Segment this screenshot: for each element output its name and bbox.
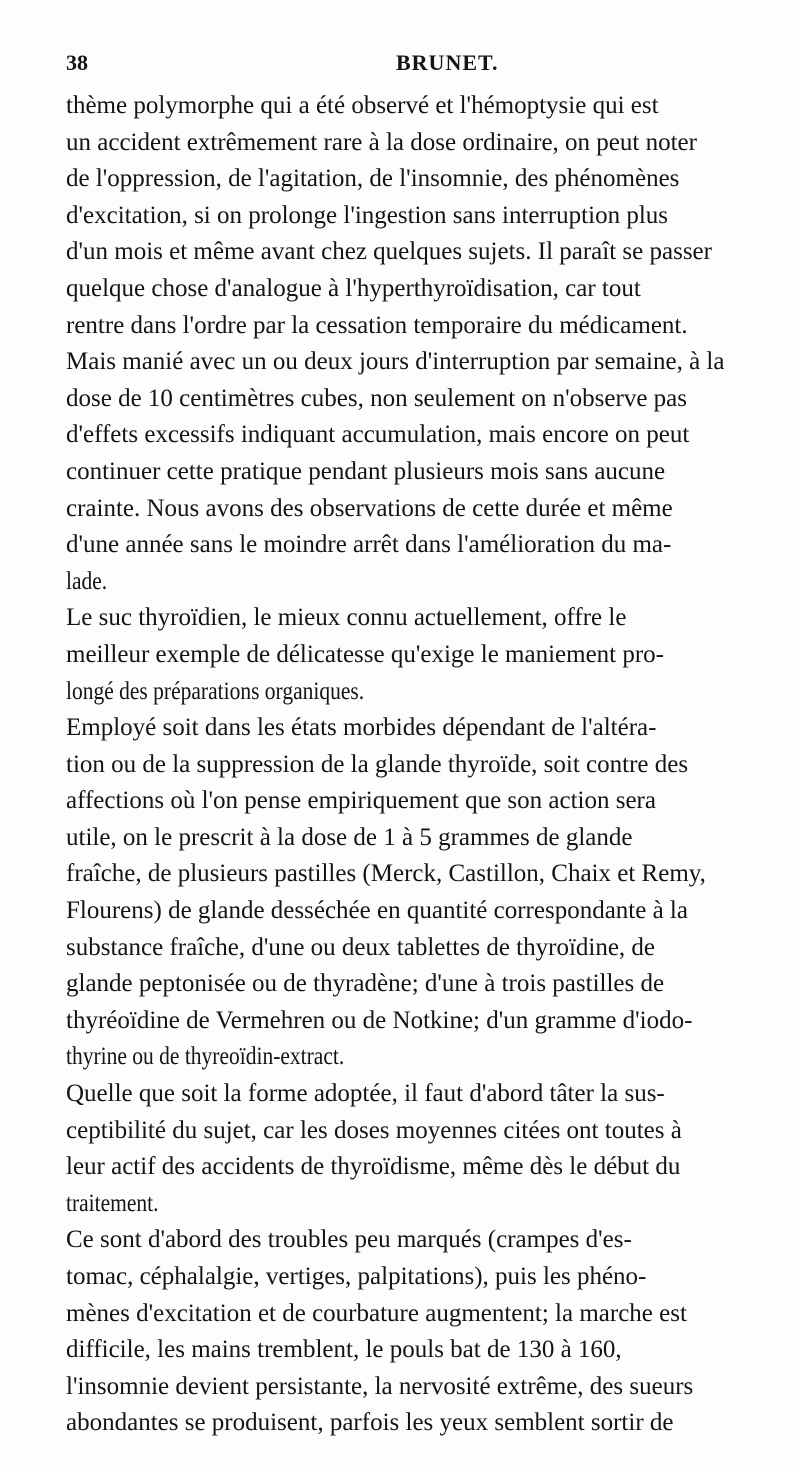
text-line xyxy=(66,1003,772,1040)
text-line-content: substance fraîche, d'une ou deux tablettes de thyroïdine, de xyxy=(66,933,656,961)
text-line-content: d'un mois et même avant chez quelques sujets. Il paraît se passer xyxy=(66,238,712,266)
text-line-content: lade. xyxy=(66,567,108,595)
text-line-content: Mais manié avec un ou deux jours d'interruption par semaine, à la xyxy=(66,348,725,376)
text-line xyxy=(66,1186,772,1223)
text-line xyxy=(66,674,772,711)
text-line xyxy=(66,1076,772,1113)
text-line xyxy=(66,1405,772,1442)
running-title: BRUNET. xyxy=(396,50,499,75)
page-header xyxy=(66,50,766,86)
text-line xyxy=(66,564,772,601)
text-line xyxy=(66,856,772,893)
text-line xyxy=(66,820,772,857)
text-line-content: l'insomnie devient persistante, la nervosité extrême, des sueurs xyxy=(66,1372,694,1400)
text-line xyxy=(66,161,772,198)
text-line xyxy=(66,234,772,271)
text-line xyxy=(66,454,772,491)
text-line xyxy=(66,125,772,162)
text-line-content: Quelle que soit la forme adoptée, il faut d'abord tâter la sus- xyxy=(66,1080,665,1108)
text-line xyxy=(66,527,772,564)
text-line-content: crainte. Nous avons des observations de cette durée et même xyxy=(66,494,673,522)
text-line xyxy=(66,1332,772,1369)
text-line-content: rentre dans l'ordre par la cessation temporaire du médicament. xyxy=(66,311,688,339)
text-line-content: quelque chose d'analogue à l'hyperthyroïdisation, car tout xyxy=(66,274,641,302)
text-line xyxy=(66,1113,772,1150)
text-line xyxy=(66,344,772,381)
text-line-content: continuer cette pratique pendant plusieurs mois sans aucune xyxy=(66,457,666,485)
text-line xyxy=(66,783,772,820)
body-text xyxy=(66,88,772,1442)
page-number: 38 xyxy=(66,50,88,75)
text-line-content: difficile, les mains tremblent, le pouls bat de 130 à 160, xyxy=(66,1336,622,1364)
text-line-content: traitement. xyxy=(66,1189,159,1217)
text-line-content: de l'oppression, de l'agitation, de l'insomnie, des phénomènes xyxy=(66,165,680,193)
text-line-content: dose de 10 centimètres cubes, non seulement on n'observe pas xyxy=(66,384,687,412)
text-line xyxy=(66,893,772,930)
text-line xyxy=(66,1039,772,1076)
text-line xyxy=(66,1259,772,1296)
text-line xyxy=(66,1149,772,1186)
text-line-content: Le suc thyroïdien, le mieux connu actuellement, offre le xyxy=(66,604,627,632)
text-line-content: thyréoïdine de Vermehren ou de Notkine; d'un gramme d'iodo- xyxy=(66,1006,693,1034)
text-line xyxy=(66,966,772,1003)
text-line-content: d'effets excessifs indiquant accumulation, mais encore on peut xyxy=(66,421,690,449)
text-line-content: d'une année sans le moindre arrêt dans l'amélioration du ma- xyxy=(66,531,672,559)
text-line xyxy=(66,930,772,967)
text-line xyxy=(66,600,772,637)
text-line-content: meilleur exemple de délicatesse qu'exige le maniement pro- xyxy=(66,640,665,668)
text-line-content: d'excitation, si on prolonge l'ingestion sans interruption plus xyxy=(66,201,668,229)
text-line-content: longé des préparations organiques. xyxy=(66,677,365,705)
text-line-content: ceptibilité du sujet, car les doses moyennes citées ont toutes à xyxy=(66,1116,682,1144)
text-line xyxy=(66,417,772,454)
text-line xyxy=(66,381,772,418)
text-line-content: Ce sont d'abord des troubles peu marqués (crampes d'es- xyxy=(66,1226,632,1254)
text-line xyxy=(66,491,772,528)
text-line-content: fraîche, de plusieurs pastilles (Merck, Castillon, Chaix et Remy, xyxy=(66,860,706,888)
text-line-content: utile, on le prescrit à la dose de 1 à 5 grammes de glande xyxy=(66,823,633,851)
text-line xyxy=(66,637,772,674)
text-line xyxy=(66,308,772,345)
text-line-content: Employé soit dans les états morbides dépendant de l'altéra- xyxy=(66,714,657,742)
text-line xyxy=(66,747,772,784)
text-line xyxy=(66,1222,772,1259)
text-line xyxy=(66,271,772,308)
text-line-content: thème polymorphe qui a été observé et l'hémoptysie qui est xyxy=(66,92,659,119)
text-line-content: leur actif des accidents de thyroïdisme, même dès le début du xyxy=(66,1153,681,1181)
text-line-content: tomac, céphalalgie, vertiges, palpitations), puis les phéno- xyxy=(66,1263,647,1290)
text-line-content: tion ou de la suppression de la glande thyroïde, soit contre des xyxy=(66,750,689,778)
text-line xyxy=(66,710,772,747)
text-line-content: glande peptonisée ou de thyradène; d'une à trois pastilles de xyxy=(66,970,665,998)
text-line-content: Flourens) de glande desséchée en quantité correspondante à la xyxy=(66,897,688,925)
text-line-content: mènes d'excitation et de courbature augmentent; la marche est xyxy=(66,1299,687,1327)
text-line-content: thyrine ou de thyreoïdin-extract. xyxy=(66,1043,345,1071)
text-line xyxy=(66,198,772,235)
text-line-content: abondantes se produisent, parfois les yeux semblent sortir de xyxy=(66,1409,674,1437)
text-line xyxy=(66,88,772,125)
text-line-content: affections où l'on pense empiriquement que son action sera xyxy=(66,787,656,815)
text-line xyxy=(66,1369,772,1406)
text-line xyxy=(66,1296,772,1333)
text-line-content: un accident extrêmement rare à la dose ordinaire, on peut noter xyxy=(66,128,697,156)
